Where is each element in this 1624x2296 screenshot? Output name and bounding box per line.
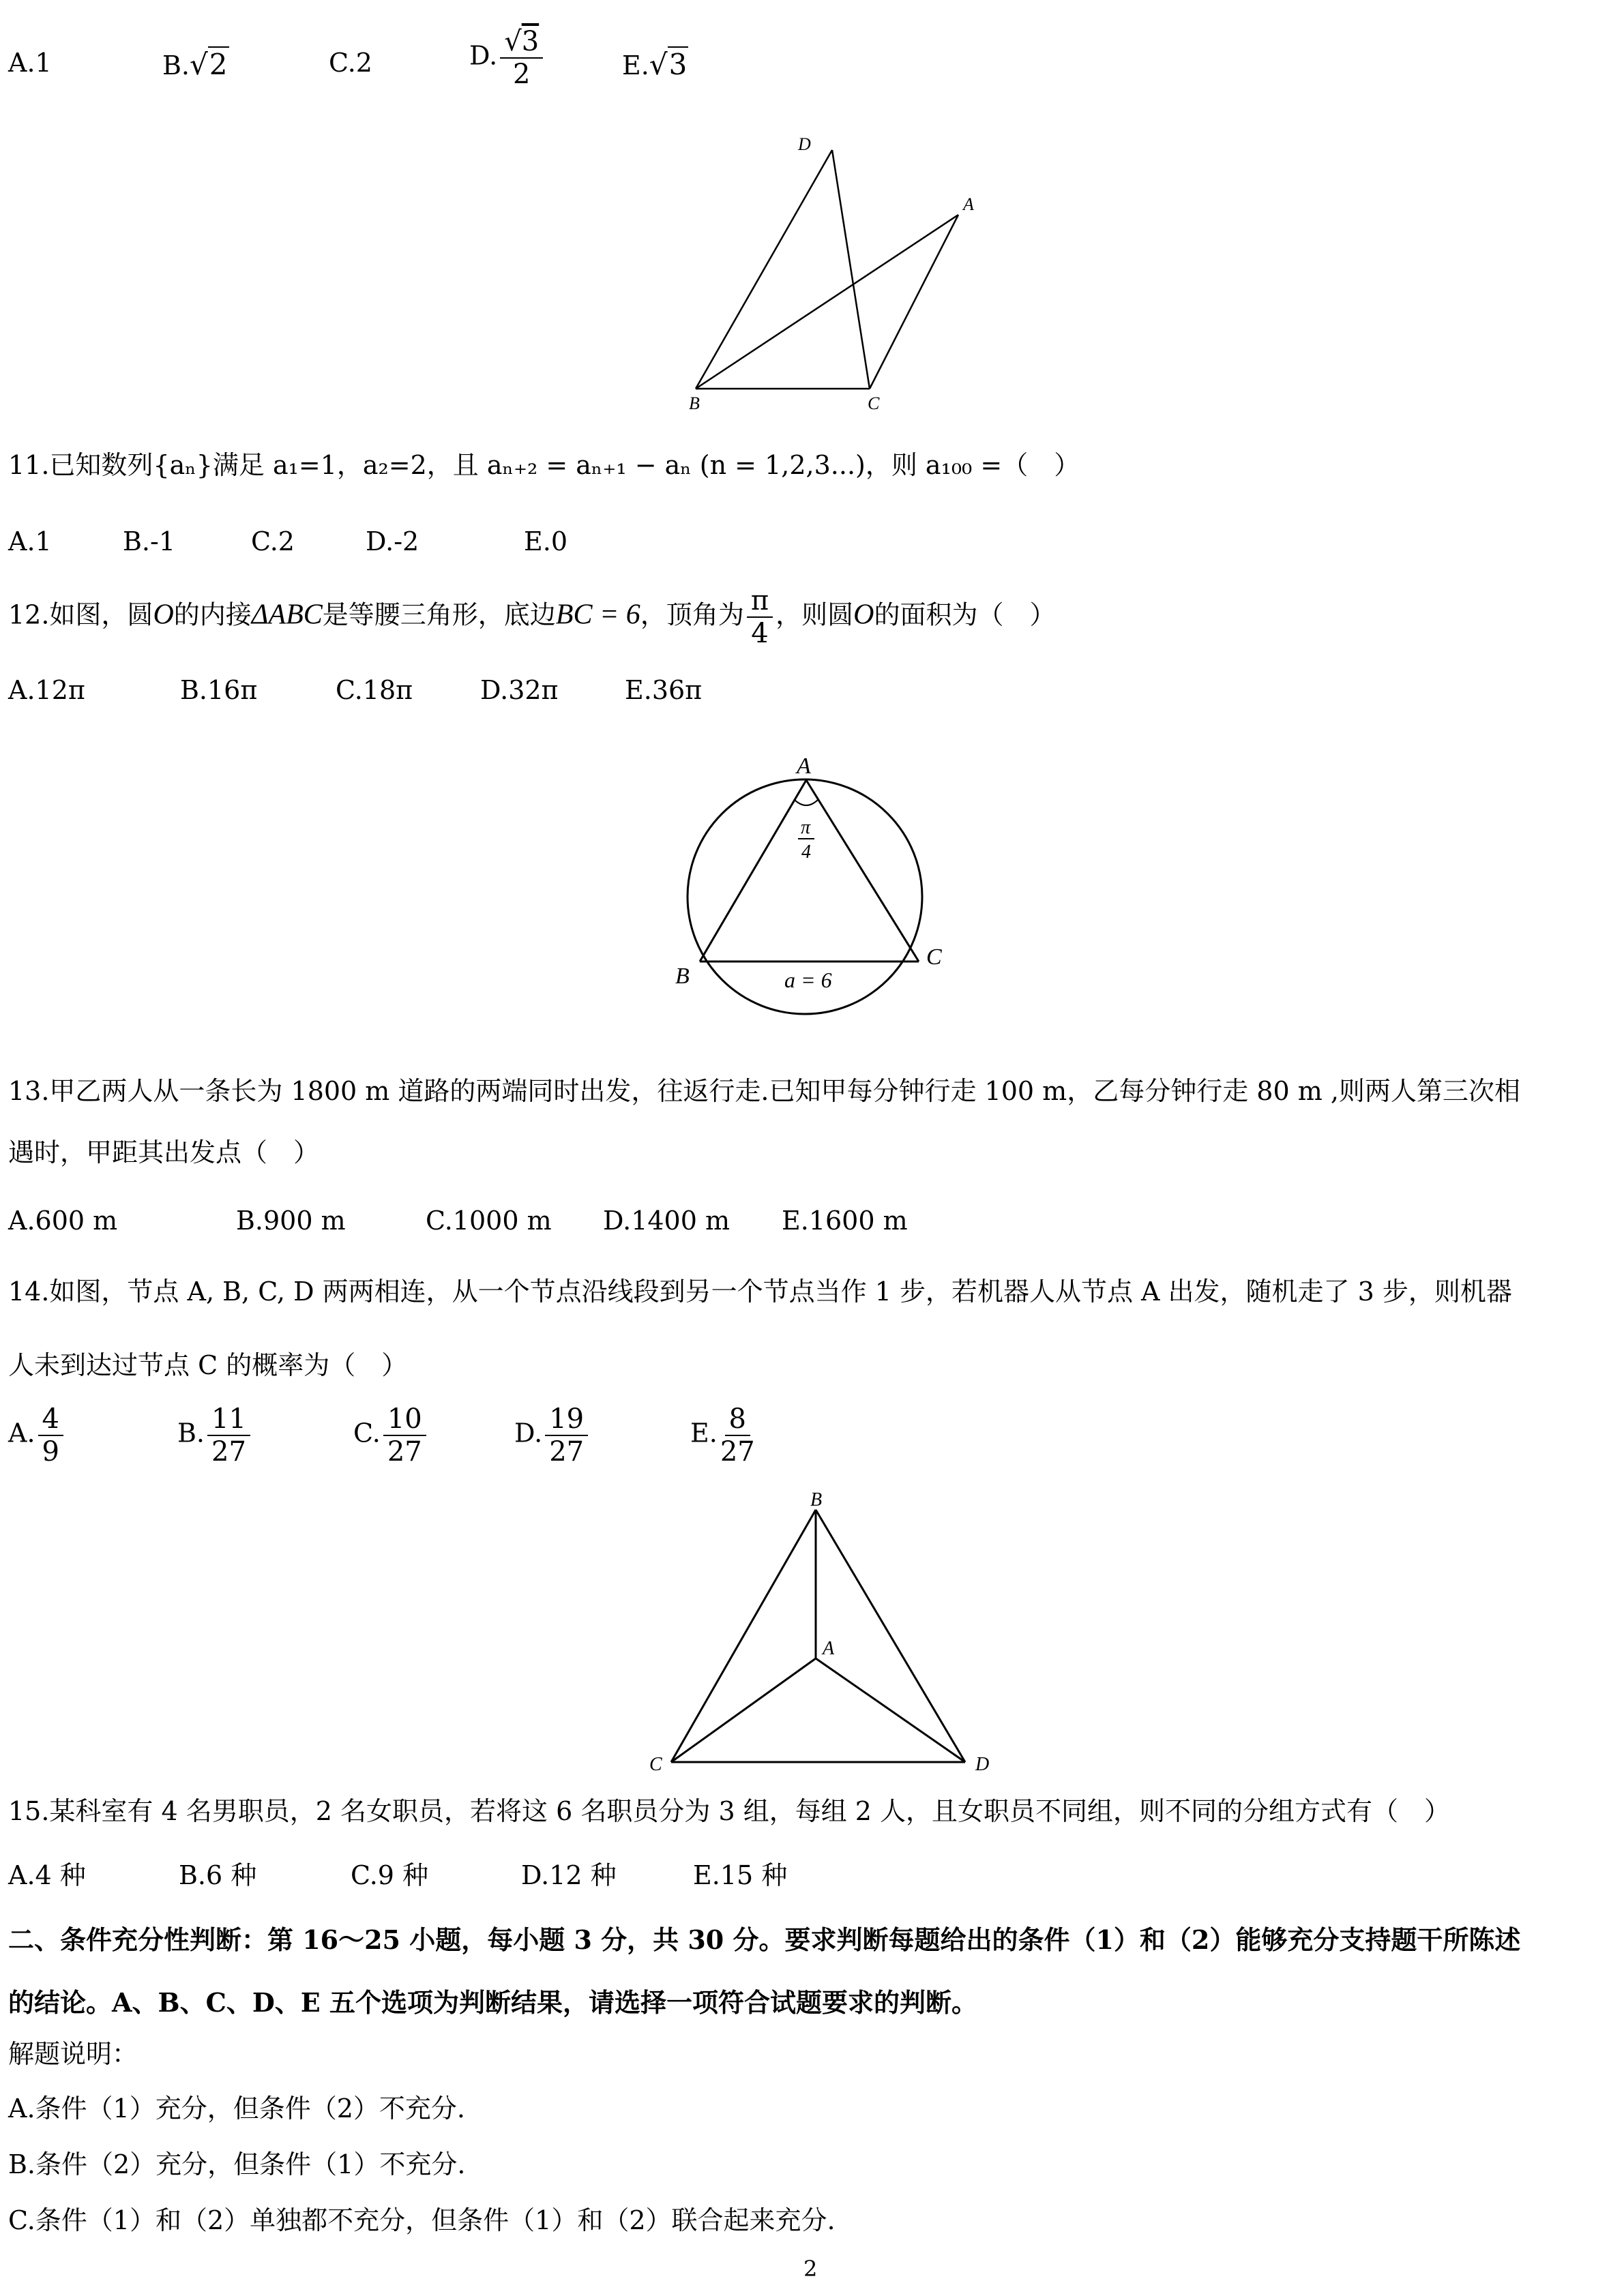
q14-option-b: B. $\frac{11}{27}$: [177, 1403, 253, 1467]
q13-option-a: A.600 m: [8, 1206, 118, 1236]
angle-four: 4: [801, 841, 811, 863]
point-d-label: D: [798, 134, 811, 154]
q14-option-e: E. $\frac{8}{27}$: [690, 1403, 755, 1467]
q14-line1: 14.如图，节点 A, B, C, D 两两相连，从一个节点沿线段到另一个节点当作 1 步，若机器人从节点 A 出发，随机走了 3 步，则机器: [8, 1277, 1512, 1307]
q12-option-b: B.16π: [180, 675, 258, 705]
q13-option-c: C.1000 m: [426, 1206, 552, 1236]
vertex-a-label: A: [797, 754, 811, 779]
q10-option-c: C.2: [329, 48, 372, 78]
vertex-b-label: B: [675, 964, 690, 989]
point-c-label: C: [868, 393, 880, 413]
q10-option-b: B.√2: [162, 48, 228, 81]
q10-option-a: A.1: [8, 48, 52, 78]
q11-option-a: A.1: [8, 526, 52, 556]
q15-option-d: D.12 种: [521, 1860, 617, 1890]
q14-option-d: D. $\frac{19}{27}$: [514, 1403, 591, 1467]
node-a-label: A: [823, 1638, 835, 1659]
q15-option-c: C.9 种: [351, 1860, 429, 1890]
node-b-label: B: [810, 1489, 823, 1510]
q14-figure: [641, 1487, 1009, 1773]
explain-title: 解题说明：: [8, 2039, 138, 2069]
q14-line2: 人未到达过节点 C 的概率为（ ）: [8, 1350, 408, 1380]
q12-option-e: E.36π: [625, 675, 703, 705]
angle-pi: π: [801, 817, 811, 838]
q13-option-b: B.900 m: [236, 1206, 346, 1236]
q15-option-e: E.15 种: [693, 1860, 788, 1890]
q10-figure: [668, 130, 996, 416]
q12-option-d: D.32π: [480, 675, 559, 705]
q12-option-c: C.18π: [336, 675, 413, 705]
q13-option-e: E.1600 m: [782, 1206, 908, 1236]
q15-option-b: B.6 种: [179, 1860, 257, 1890]
section2-heading-line1: 二、条件充分性判断：第 16～25 小题，每小题 3 分，共 30 分。要求判断每题给出的条件（1）和（2）能够充分支持题干所陈述: [8, 1924, 1521, 1955]
q14-option-a: A. $\frac{4}{9}$: [8, 1403, 66, 1467]
q15-stem: 15.某科室有 4 名男职员，2 名女职员，若将这 6 名职员分为 3 组，每组 2 人，且女职员不同组，则不同的分组方式有（ ）: [8, 1796, 1451, 1826]
q11-option-d: D.-2: [366, 526, 419, 556]
explain-item-b: B.条件（2）充分，但条件（1）不充分.: [8, 2149, 466, 2179]
q15-option-a: A.4 种: [8, 1860, 86, 1890]
q13-line2: 遇时，甲距其出发点（ ）: [8, 1137, 320, 1167]
q12-stem: 12.如图，圆O的内接ΔABC是等腰三角形，底边BC = 6，顶角为 $\frac{\pi}{4}$ ，则圆O的面积为（ ）: [8, 585, 1056, 649]
q12-figure: [655, 743, 969, 1043]
q11-option-b: B.-1: [123, 526, 176, 556]
q10-option-d: D. $\frac{√3}{2}$: [469, 26, 546, 90]
q12-option-a: A.12π: [8, 675, 85, 705]
vertex-c-label: C: [926, 944, 942, 970]
q11-stem: 11.已知数列{aₙ}满足 a₁=1，a₂=2，且 aₙ₊₂ = aₙ₊₁ − aₙ (n = 1,2,3...)，则 a₁₀₀ =（ ）: [8, 450, 1080, 480]
section2-heading-line2: 的结论。A、B、C、D、E 五个选项为判断结果，请选择一项符合试题要求的判断。: [8, 1987, 977, 2018]
point-a-label: A: [963, 194, 974, 214]
q13-line1: 13.甲乙两人从一条长为 1800 m 道路的两端同时出发，往返行走.已知甲每分钟行走 100 m，乙每分钟行走 80 m ,则两人第三次相: [8, 1076, 1520, 1106]
base-label: a = 6: [784, 968, 832, 992]
explain-item-a: A.条件（1）充分，但条件（2）不充分.: [8, 2093, 465, 2123]
q14-option-c: C. $\frac{10}{27}$: [353, 1403, 429, 1467]
node-c-label: C: [649, 1754, 662, 1773]
explain-item-c: C.条件（1）和（2）单独都不充分，但条件（1）和（2）联合起来充分.: [8, 2205, 836, 2235]
q13-option-d: D.1400 m: [603, 1206, 730, 1236]
q11-option-e: E.0: [524, 526, 567, 556]
node-d-label: D: [975, 1754, 990, 1773]
page-number: 2: [803, 2256, 818, 2282]
point-b-label: B: [689, 393, 700, 413]
q10-option-e: E.√3: [622, 48, 688, 81]
q11-option-c: C.2: [251, 526, 295, 556]
